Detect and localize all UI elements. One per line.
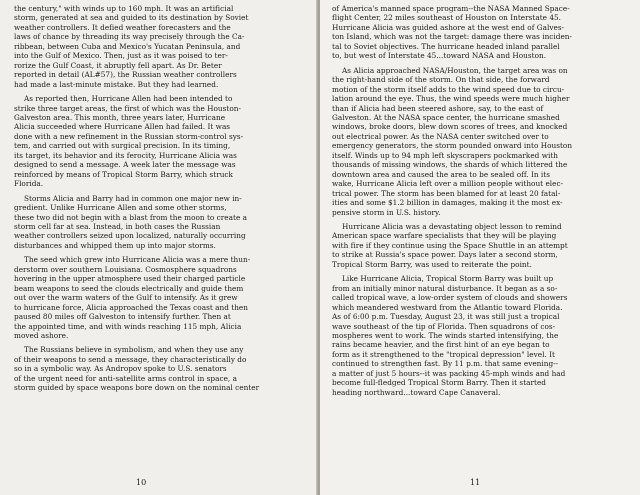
text-line: into the Gulf of Mexico. Then, just as it was poised to ter- [14,51,228,61]
text-line: of America's manned space program--the NASA Manned Space- [332,4,570,13]
text-line: which meandered westward from the Atlantic toward Florida. [332,302,563,312]
text-line: heading northward...toward Cape Canaveral. [332,387,501,397]
left-paragraph-1 [14,4,310,89]
text-line: emergency generators, the storm pounded onward into Houston [332,141,573,151]
text-line: trical power. The storm has been blamed for at least 20 fatal- [332,188,561,198]
text-line: The Russians believe in symbolism, and when they use any [24,345,244,355]
text-line: had made a last-minute mistake. But they had learned. [14,79,219,89]
text-line: to strike at Russia's space power. Days later a second storm, [332,250,558,260]
text-line: a matter of just 5 hours--it was packing 45-mph winds and had [332,368,566,378]
text-line: ton Island, which was not the target: damage there was inciden- [332,32,572,42]
text-line: the century," with winds up to 160 mph. It was an artificial [14,4,234,13]
text-line: rorize the Gulf Coast, it abruptly fell apart. As Dr. Beter [14,60,222,70]
text-line: As of 6:00 p.m. Tuesday, August 23, it was still just a tropical [332,312,560,322]
left-paragraph-5 [14,345,310,392]
text-line: the right-hand side of the storm. On that side, the forward [332,75,550,85]
text-line: moved ashore. [14,330,69,340]
text-line: to, but west of Interstate 45...toward NASA and Houston. [332,51,547,61]
text-line: hovering in the upper atmosphere used their charged particle [14,274,246,284]
text-line: of their weapons to send a message, they characteristically do [14,354,247,364]
text-line: Like Hurricane Alicia, Tropical Storm Barry was built up [342,274,554,284]
text-line: form as it strengthened to the "tropical depression" level. It [332,349,555,359]
right-paragraph-2 [332,66,630,217]
text-line: Galveston area. This month, three years later, Hurricane [14,112,226,122]
text-line: The seed which grew into Hurricane Alicia was a mere thun- [24,255,251,265]
text-line: become full-fledged Tropical Storm Barry. Then it started [332,378,547,388]
text-line: As reported then, Hurricane Allen had been intended to [24,94,233,104]
text-line: windows, broke doors, blew down scores of trees, and knocked [332,122,568,132]
text-line: lation around the eye. Thus, the wind speeds were much higher [332,94,570,104]
text-line: derstorm over southern Louisiana. Cosmosphere squadrons [14,264,237,274]
text-line: Hurricane Alicia was guided ashore at the west end of Galves- [332,22,565,32]
text-line: the appointed time, and with winds reaching 115 mph, Alicia [14,321,242,331]
page-number-right: 11 [470,478,481,487]
text-line: done with a new refinement in the Russian storm-control sys- [14,131,244,141]
text-line: to hurricane force, Alicia approached the Texas coast and then [14,302,248,312]
text-line: Florida. [14,179,44,189]
text-line: gredient. Unlike Hurricane Allen and some other storms, [14,203,227,213]
text-line: tal to Soviet objectives. The hurricane headed inland parallel [332,41,560,51]
text-line: motion of the storm itself adds to the wind speed due to circu- [332,84,565,94]
text-line: continued to strengthen fast. By 11 p.m. that same evening-- [332,359,559,369]
right-page-text [332,4,630,397]
text-line: laws of chance by threading its way precisely through the Ca- [14,32,245,42]
text-line: Tropical Storm Barry, was used to reiterate the point. [332,259,532,269]
left-page-text [14,4,310,393]
text-line: these two did not begin with a blast from the moon to create a [14,212,247,222]
text-line: storm cell far at sea. Instead, in both cases the Russian [14,221,221,231]
text-line: storm guided by space weapons bore down on the nominal center [14,383,260,393]
left-page [0,0,318,495]
text-line: Storms Alicia and Barry had in common one major new in- [24,193,242,203]
text-line: downtown area and caused the area to be sealed off. In its [332,169,551,179]
text-line: disturbances and whipped them up into major storms. [14,240,216,250]
left-paragraph-4 [14,255,310,340]
right-paragraph-1 [332,4,630,61]
text-line: designed to send a message. A week later the message was [14,160,236,170]
text-line: rains became heavier, and the first hint of an eye began to [332,340,550,350]
text-line: reported in detail (AL#57), the Russian weather controllers [14,70,237,80]
text-line: thousands of missing windows, the shards of which littered the [332,160,568,170]
right-paragraph-4 [332,274,630,397]
text-line: out electrical power. As the NASA center switched over to [332,131,549,141]
text-line: of the urgent need for anti-satellite arms control in space, a [14,373,237,383]
text-line: Hurricane Alicia was a devastating object lesson to remind [342,221,562,231]
text-line: strike three target areas, the first of which was the Houston- [14,103,241,113]
text-line: As Alicia approached NASA/Houston, the target area was on [342,65,568,75]
text-line: its target, its behavior and its ferocity, Hurricane Alicia was [14,150,237,160]
text-line: ities and some $1.2 billion in damages, making it the most ex- [332,198,563,208]
text-line: paused 80 miles off Galveston to intensify further. Then at [14,312,231,322]
text-line: mospheres went to work. The winds started intensifying, the [332,330,559,340]
text-line: tem, and carried out with surgical precision. In its timing, [14,141,231,151]
text-line: called tropical wave, a low-order system of clouds and showers [332,293,568,303]
text-line: flight Center, 22 miles southeast of Houston on Interstate 45. [332,13,562,23]
left-paragraph-2 [14,94,310,189]
text-line: than if Alicia had been steered ashore, say, to the east of [332,103,544,113]
text-line: out over the warm waters of the Gulf to intensify. As it grew [14,293,238,303]
text-line: wave southeast of the tip of Florida. Then squadrons of cos- [332,321,556,331]
right-paragraph-3 [332,222,630,269]
text-line: from an initially minor natural disturbance. It began as a so- [332,283,558,293]
page-number-left: 10 [136,478,147,487]
text-line: Galveston. At the NASA space center, the hurricane smashed [332,112,560,122]
text-line: reinforced by means of Tropical Storm Barry, which struck [14,169,233,179]
text-line: beam weapons to seed the clouds electrically and guide them [14,283,244,293]
text-line: American space warfare specialists that they will be playing [332,231,557,241]
text-line: Alicia succeeded where Hurricane Allen had failed. It was [14,122,231,132]
text-line: itself. Winds up to 94 mph left skyscrapers pockmarked with [332,150,558,160]
text-line: pensive storm in U.S. history. [332,207,441,217]
text-line: weather controllers seized upon localized, naturally occurring [14,231,246,241]
text-line: ribbean, between Cuba and Mexico's Yucatan Peninsula, and [14,41,241,51]
right-page [320,0,640,495]
text-line: storm, generated at sea and guided to its destination by Soviet [14,13,249,23]
text-line: wake, Hurricane Alicia left over a million people without elec- [332,179,564,189]
text-line: so in a symbolic way. As Andropov spoke to U.S. senators [14,364,227,374]
text-line: with fire if they continue using the Space Shuttle in an attempt [332,240,568,250]
left-paragraph-3 [14,194,310,251]
text-line: weather controllers. It defied weather forecasters and the [14,22,231,32]
